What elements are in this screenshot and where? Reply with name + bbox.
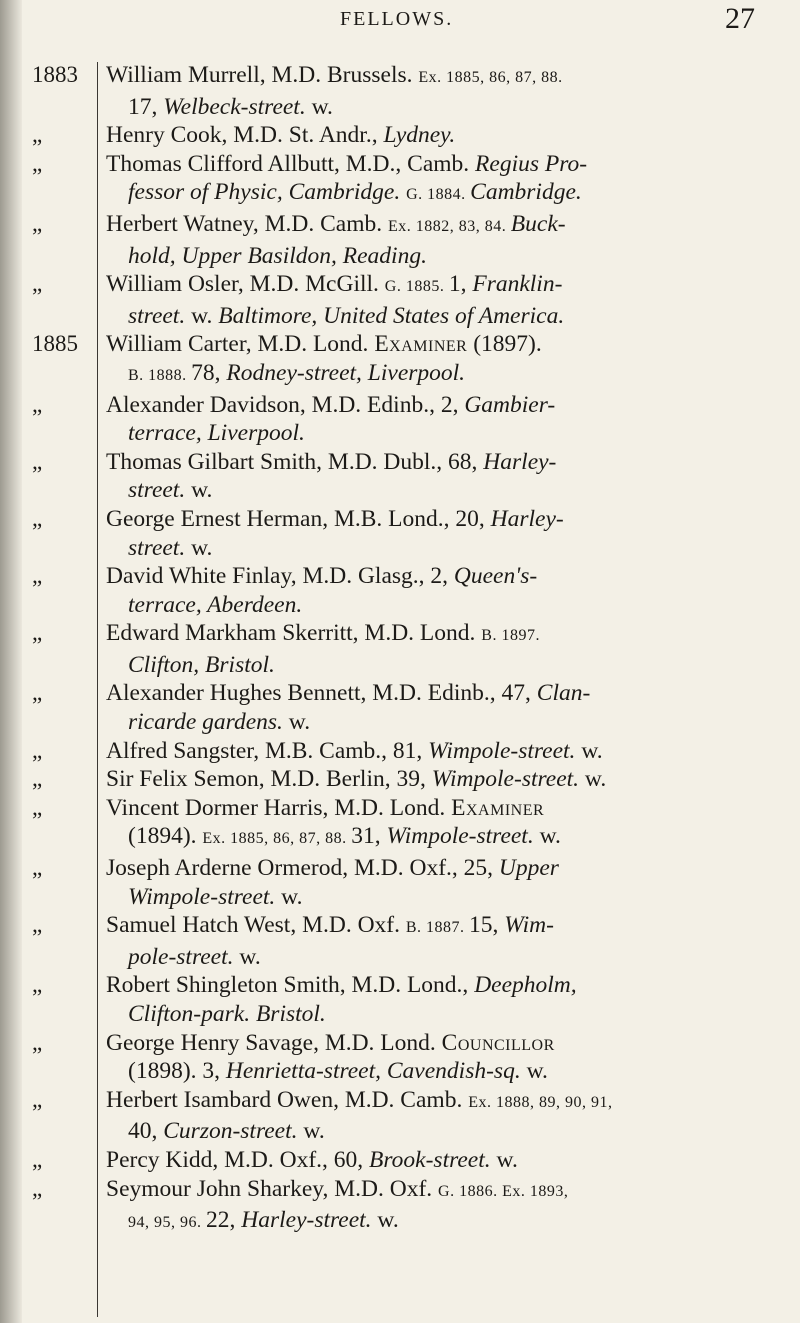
entry-first-line <box>106 121 786 150</box>
fellow-entry <box>0 794 800 854</box>
entry-continuation-line <box>106 359 786 391</box>
exam-note: B. 1887. <box>405 919 470 937</box>
entry-text: Herbert Watney, M.D. Camb. <box>106 210 388 237</box>
entry-text: Joseph Arderne Ormerod, M.D. Oxf., 25, <box>106 855 499 882</box>
entry-text: 1, <box>448 271 473 298</box>
entry-first-line <box>106 854 786 883</box>
fellow-entry-text <box>106 1086 786 1146</box>
entry-first-line <box>106 270 786 302</box>
fellow-entry <box>0 150 800 210</box>
entry-text: w. <box>275 883 303 910</box>
fellow-entry <box>0 971 800 1028</box>
address-text: Lydney. <box>383 122 456 149</box>
entry-continuation-line <box>106 1206 786 1238</box>
election-year: „ <box>32 1175 43 1201</box>
entry-continuation-line <box>106 822 786 854</box>
address-text: Brook-street. <box>369 1146 491 1173</box>
address-text: Clifton, Bristol. <box>128 651 275 678</box>
entry-text: George Ernest Herman, M.B. Lond., 20, <box>106 505 491 532</box>
election-year: „ <box>32 1146 43 1172</box>
fellow-entry-text <box>106 679 786 736</box>
fellow-entry-text <box>106 854 786 911</box>
entry-text: 78, <box>191 359 227 386</box>
entry-text: w. <box>490 1146 518 1173</box>
entry-text: George Henry Savage, M.D. Lond. <box>106 1029 442 1056</box>
entry-first-line <box>106 1086 786 1118</box>
address-text: Upper <box>498 855 559 882</box>
entry-text: David White Finlay, M.D. Glasg., 2, <box>106 563 454 590</box>
fellow-entry-text <box>106 765 786 794</box>
exam-note: Ex. 1882, 83, 84. <box>388 217 511 235</box>
address-text: Welbeck-street. <box>163 93 306 120</box>
address-text: Wimpole-street. <box>386 823 534 850</box>
address-text: Wim- <box>504 912 554 939</box>
fellow-entry-text <box>106 391 786 448</box>
entry-first-line <box>106 1175 786 1207</box>
entry-text: w. <box>533 823 561 850</box>
fellow-entry-text <box>106 330 786 390</box>
address-text: street. <box>128 302 186 329</box>
entry-text: w. <box>520 1058 548 1085</box>
entry-first-line <box>106 679 786 708</box>
entry-continuation-line <box>106 651 786 680</box>
election-year: „ <box>32 505 43 531</box>
election-year: 1885 <box>32 331 78 357</box>
entry-text: w. <box>185 477 213 504</box>
entry-text: 40, <box>128 1118 164 1145</box>
entry-continuation-line <box>106 1117 786 1146</box>
address-text: Cambridge. <box>470 179 582 206</box>
election-year: „ <box>32 855 43 881</box>
fellow-entry-text <box>106 448 786 505</box>
office-title: Examiner <box>451 794 545 821</box>
fellow-entry <box>0 391 800 448</box>
entry-text: 15, <box>469 912 505 939</box>
entry-text: Percy Kidd, M.D. Oxf., 60, <box>106 1146 370 1173</box>
entry-text: Henry Cook, M.D. St. Andr., <box>106 122 384 149</box>
election-year: „ <box>32 210 43 236</box>
entry-text: Seymour John Sharkey, M.D. Oxf. <box>106 1175 439 1202</box>
address-text: Deepholm, <box>474 972 577 999</box>
exam-note: Ex. 1888, 89, 90, 91, <box>468 1093 613 1111</box>
fellow-entry <box>0 210 800 270</box>
entry-first-line <box>106 765 786 794</box>
fellow-entry <box>0 330 800 390</box>
election-year: „ <box>32 122 43 148</box>
fellow-entry-text <box>106 619 786 679</box>
election-year: „ <box>32 1086 43 1112</box>
exam-note: Ex. 1885, 86, 87, 88. <box>418 69 563 86</box>
entry-text: Alexander Hughes Bennett, M.D. Edinb., 47, <box>106 680 537 707</box>
entry-first-line <box>106 1029 786 1058</box>
entry-text: Thomas Clifford Allbutt, M.D., Camb. <box>106 150 476 177</box>
fellow-entry <box>0 448 800 505</box>
fellow-entry-text <box>106 210 786 270</box>
address-text: Baltimore, United States of America. <box>218 302 565 329</box>
entry-text: Vincent Dormer Harris, M.D. Lond. <box>106 794 452 821</box>
election-year: „ <box>32 150 43 176</box>
address-text: Wimpole-street. <box>428 737 576 764</box>
address-text: Clan- <box>536 680 591 707</box>
fellow-entry <box>0 121 800 150</box>
fellow-entry-text <box>106 737 786 766</box>
entry-text: 17, <box>128 93 164 120</box>
entry-text: w. <box>371 1207 399 1234</box>
election-year: „ <box>32 972 43 998</box>
exam-note: G. 1884. <box>406 186 471 204</box>
entry-continuation-line <box>106 93 786 122</box>
fellow-entry <box>0 1146 800 1175</box>
fellow-entry-text <box>106 121 786 150</box>
exam-note: G. 1886. Ex. 1893, <box>438 1182 569 1200</box>
address-text: Regius Pro- <box>475 150 588 177</box>
fellow-entry <box>0 911 800 971</box>
election-year: „ <box>32 737 43 763</box>
fellow-entry-text <box>106 505 786 562</box>
address-text: Queen's- <box>453 563 538 590</box>
election-year: „ <box>32 766 43 792</box>
address-text: pole-street. <box>128 943 234 970</box>
entry-text: w. <box>233 943 261 970</box>
fellow-entry-text <box>106 61 786 121</box>
entry-text: Edward Markham Skerritt, M.D. Lond. <box>106 620 482 647</box>
entry-first-line <box>106 330 786 359</box>
fellow-entry-text <box>106 911 786 971</box>
address-text: Henrietta-street, Cavendish-sq. <box>225 1058 521 1085</box>
entry-text: w. <box>297 1118 325 1145</box>
entry-continuation-line <box>106 1057 786 1086</box>
fellow-entry <box>0 61 800 121</box>
fellow-entry <box>0 854 800 911</box>
election-year: „ <box>32 680 43 706</box>
address-text: terrace, Liverpool. <box>128 420 305 447</box>
exam-note: B. 1888. <box>128 366 192 384</box>
fellow-entry <box>0 619 800 679</box>
entry-first-line <box>106 911 786 943</box>
fellow-entry-text <box>106 270 786 330</box>
address-text: Harley- <box>490 505 564 532</box>
entry-first-line <box>106 391 786 420</box>
fellow-entry <box>0 679 800 736</box>
entry-first-line <box>106 1146 786 1175</box>
exam-note: Ex. 1885, 86, 87, 88. <box>202 830 352 848</box>
entry-text: w. <box>185 534 213 561</box>
election-year: „ <box>32 912 43 938</box>
entry-first-line <box>106 971 786 1000</box>
entry-first-line <box>106 619 786 651</box>
fellow-entry <box>0 270 800 330</box>
entry-continuation-line <box>106 302 786 331</box>
entry-continuation-line <box>106 591 786 620</box>
office-title: Examiner <box>374 331 468 358</box>
entry-text: Alexander Davidson, M.D. Edinb., 2, <box>106 391 465 418</box>
page-number: 27 <box>725 2 755 35</box>
exam-note: B. 1897. <box>481 627 540 645</box>
election-year: „ <box>32 794 43 820</box>
fellow-entry-text <box>106 971 786 1028</box>
entry-first-line <box>106 210 786 242</box>
entry-text: (1898). 3, <box>128 1058 226 1085</box>
entry-continuation-line <box>106 476 786 505</box>
entry-text: (1894). <box>128 823 203 850</box>
entry-first-line <box>106 794 786 823</box>
exam-note: 94, 95, 96. <box>128 1214 206 1232</box>
election-year: „ <box>32 271 43 297</box>
election-year: „ <box>32 620 43 646</box>
fellow-entry <box>0 562 800 619</box>
fellows-list <box>0 61 800 1238</box>
fellow-entry-text <box>106 562 786 619</box>
fellow-entry-text <box>106 1146 786 1175</box>
entry-text: w. <box>575 737 603 764</box>
entry-text: Herbert Isambard Owen, M.D. Camb. <box>106 1086 469 1113</box>
address-text: Wimpole-street. <box>431 766 580 793</box>
entry-text: Alfred Sangster, M.B. Camb., 81, <box>106 737 429 764</box>
address-text: Franklin- <box>472 271 563 298</box>
entry-continuation-line <box>106 883 786 912</box>
fellow-entry <box>0 505 800 562</box>
address-text: Harley- <box>483 448 557 475</box>
entry-continuation-line <box>106 178 786 210</box>
election-year: „ <box>32 1029 43 1055</box>
election-year: 1883 <box>32 62 78 87</box>
fellow-entry <box>0 1029 800 1086</box>
entry-text: 22, <box>206 1207 242 1234</box>
entry-continuation-line <box>106 708 786 737</box>
entry-first-line <box>106 448 786 477</box>
entry-text: (1897). <box>467 331 542 358</box>
entry-continuation-line <box>106 419 786 448</box>
address-text: ricarde gardens. <box>128 709 283 736</box>
entry-text: w. <box>579 766 607 793</box>
entry-text: Thomas Gilbart Smith, M.D. Dubl., 68, <box>106 448 484 475</box>
entry-first-line <box>106 737 786 766</box>
entry-text: Robert Shingleton Smith, M.D. Lond., <box>106 972 475 999</box>
entry-first-line <box>106 150 786 179</box>
address-text: Harley-street. <box>241 1207 372 1234</box>
entry-text: w. <box>305 93 333 120</box>
fellow-entry-text <box>106 794 786 854</box>
entry-continuation-line <box>106 534 786 563</box>
address-text: Rodney-street, Liverpool. <box>226 359 466 386</box>
office-title: Councillor <box>441 1029 555 1056</box>
fellow-entry-text <box>106 1029 786 1086</box>
address-text: Curzon-street. <box>163 1118 298 1145</box>
entry-first-line <box>106 562 786 591</box>
fellow-entry-text <box>106 150 786 210</box>
address-text: Buck- <box>510 210 566 237</box>
election-year: „ <box>32 563 43 589</box>
election-year: „ <box>32 448 43 474</box>
address-text: hold, Upper Basildon, Reading. <box>128 242 427 269</box>
address-text: street. <box>128 534 186 561</box>
fellow-entry <box>0 737 800 766</box>
fellow-entry <box>0 1175 800 1238</box>
entry-text: 31, <box>351 823 387 850</box>
entry-continuation-line <box>106 943 786 972</box>
address-text: terrace, Aberdeen. <box>128 591 303 618</box>
entry-continuation-line <box>106 242 786 271</box>
entry-text: w. <box>282 709 311 736</box>
exam-note: G. 1885. <box>384 278 449 296</box>
entry-first-line <box>106 505 786 534</box>
entry-text: William Carter, M.D. Lond. <box>106 331 375 358</box>
election-year: „ <box>32 391 43 417</box>
running-head: FELLOWS. <box>340 8 454 30</box>
fellow-entry <box>0 1086 800 1146</box>
entry-text: William Osler, M.D. McGill. <box>106 271 385 298</box>
page-header <box>0 0 800 52</box>
address-text: fessor of Physic, Cambridge. <box>128 179 407 206</box>
entry-text: Sir Felix Semon, M.D. Berlin, 39, <box>106 766 432 793</box>
entry-text: Samuel Hatch West, M.D. Oxf. <box>106 912 406 939</box>
fellow-entry-text <box>106 1175 786 1238</box>
address-text: Gambier- <box>464 391 556 418</box>
entry-first-line <box>106 61 786 93</box>
address-text: street. <box>128 477 186 504</box>
address-text: Clifton-park. Bristol. <box>128 1001 326 1027</box>
entry-text: William Murrell, M.D. Brussels. <box>106 62 419 88</box>
entry-text: w. <box>185 302 219 329</box>
entry-continuation-line <box>106 1000 786 1029</box>
fellow-entry <box>0 765 800 794</box>
address-text: Wimpole-street. <box>128 883 276 910</box>
